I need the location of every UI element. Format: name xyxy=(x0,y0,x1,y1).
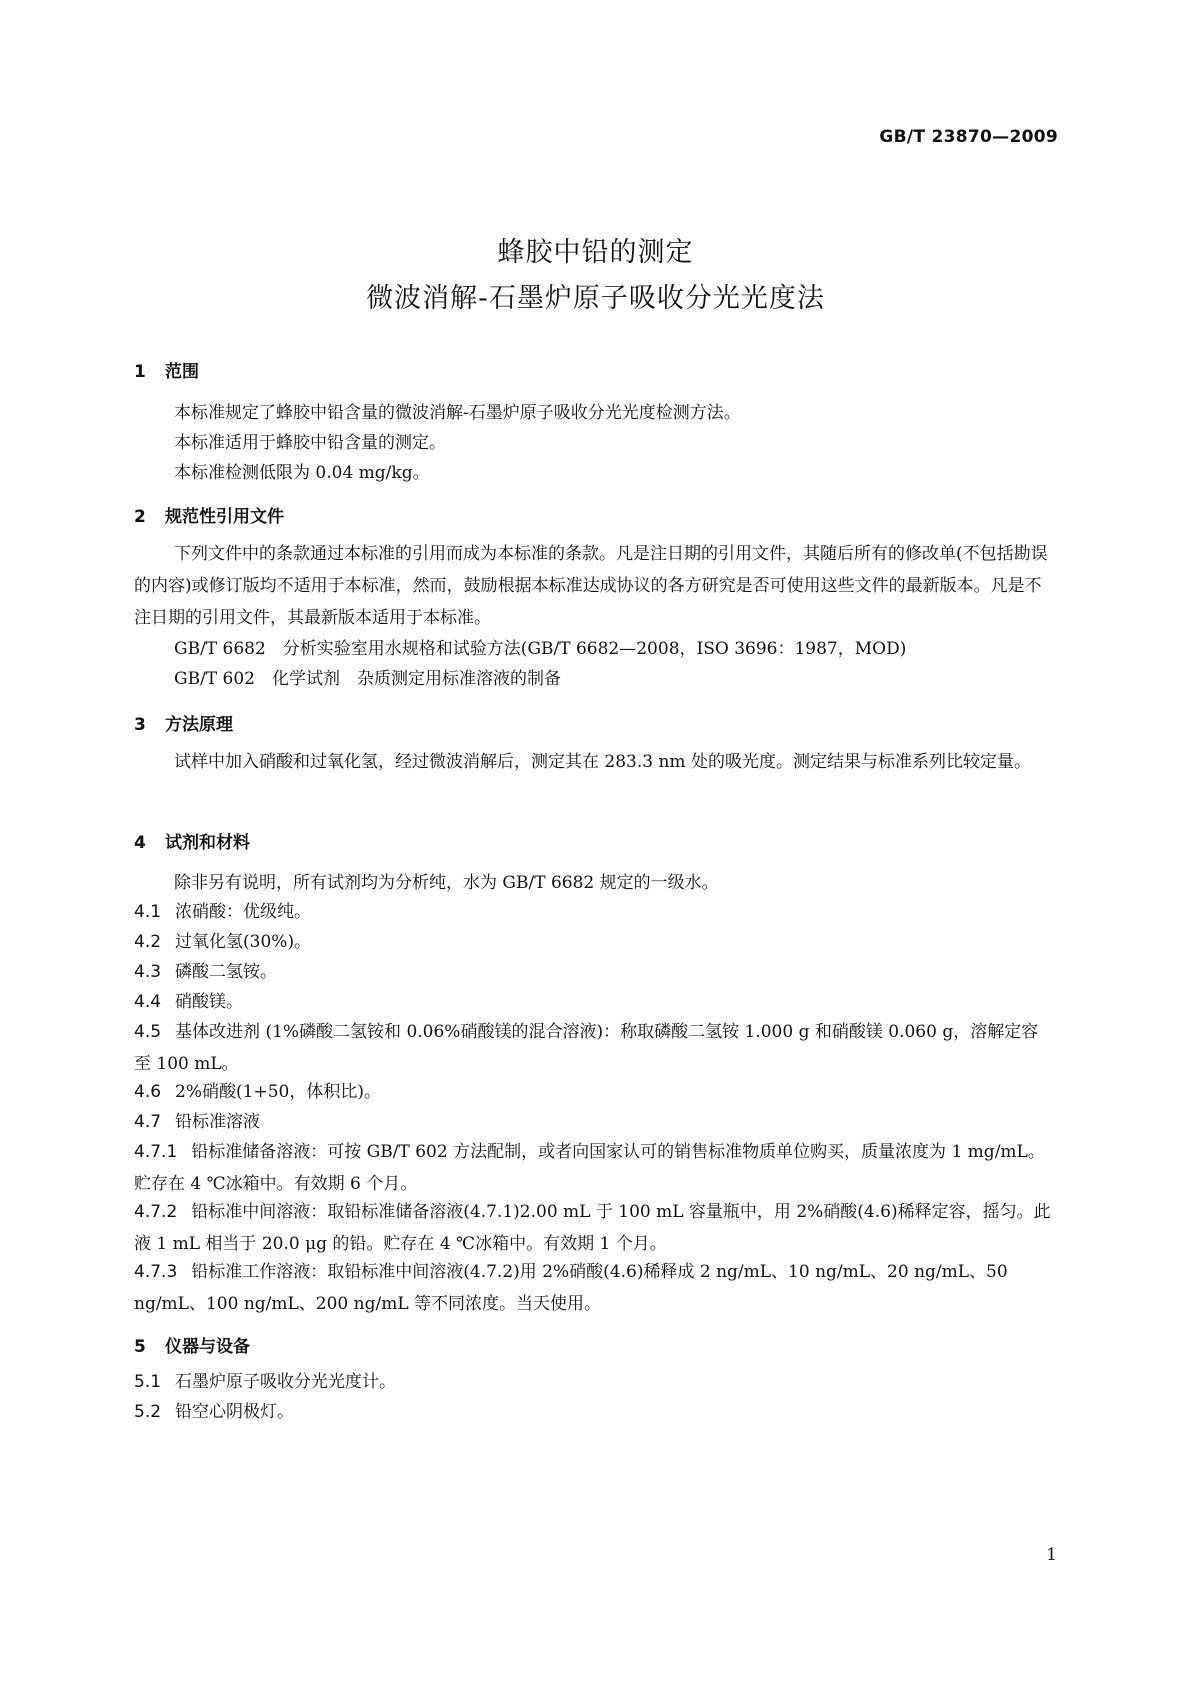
section-title: 范围 xyxy=(165,362,199,382)
clause-item xyxy=(134,1196,1052,1260)
clause-text: 基体改进剂 (1%磷酸二氢铵和 0.06%硝酸镁的混合溶液)：称取磷酸二氢铵 1.000 g 和硝酸镁 0.060 g，溶解定容至 100 mL。 xyxy=(134,1022,1039,1074)
paragraph: 下列文件中的条款通过本标准的引用而成为本标准的条款。凡是注日期的引用文件，其随后所有的修改单(不包括勘误的内容)或修订版均不适用于本标准，然而，鼓励根据本标准达成协议的各方研究是否可使用这些文件的最新版本。凡是不注日期的引用文件，其最新版本适用于本标准。 xyxy=(134,544,1048,628)
clause-number: 4.7 xyxy=(134,1112,162,1132)
clause-item xyxy=(134,1136,1052,1200)
reference-item: GB/T 602 化学试剂 杂质测定用标准溶液的制备 xyxy=(174,669,561,689)
clause-text: 硝酸镁。 xyxy=(175,992,244,1012)
clause-item xyxy=(134,896,1052,928)
clause-text: 铅标准工作溶液：取铅标准中间溶液(4.7.2)用 2%硝酸(4.6)稀释成 2 ng/mL、10 ng/mL、20 ng/mL、50 ng/mL、100 ng/mL、200 ng/mL 等不同浓度。当天使用。 xyxy=(134,1262,1008,1314)
clause-number: 4.7.3 xyxy=(134,1262,178,1282)
clause-number: 4.5 xyxy=(134,1022,162,1042)
section-heading-principle xyxy=(134,710,233,735)
clause-number: 4.7.1 xyxy=(134,1142,178,1162)
section-title: 试剂和材料 xyxy=(165,833,250,853)
clause-text: 石墨炉原子吸收分光光度计。 xyxy=(175,1372,397,1392)
section-heading-apparatus xyxy=(134,1332,250,1357)
paragraph: 本标准检测低限为 0.04 mg/kg。 xyxy=(174,463,430,483)
clause-text: 磷酸二氢铵。 xyxy=(175,962,278,982)
section-number: 3 xyxy=(134,715,146,735)
page-number: 1 xyxy=(1046,1545,1057,1565)
clause-item xyxy=(134,1256,1052,1320)
clause-number: 5.1 xyxy=(134,1372,162,1392)
standard-number: GB/T 23870—2009 xyxy=(879,127,1058,147)
section-heading-scope xyxy=(134,357,199,382)
clause-number: 4.7.2 xyxy=(134,1202,178,1222)
section-title: 规范性引用文件 xyxy=(165,507,284,527)
clause-number: 4.3 xyxy=(134,962,162,982)
document-subtitle: 微波消解-石墨炉原子吸收分光光度法 xyxy=(366,283,825,314)
clause-number: 4.1 xyxy=(134,902,162,922)
clause-item xyxy=(134,1016,1052,1080)
section-number: 5 xyxy=(134,1337,146,1357)
clause-text: 铅标准中间溶液：取铅标准储备溶液(4.7.1)2.00 mL 于 100 mL 容量瓶中，用 2%硝酸(4.6)稀释定容，摇匀。此液 1 mL 相当于 20.0 μg 的铅。贮存在 4 ℃冰箱中。有效期 1 个月。 xyxy=(134,1202,1051,1254)
clause-number: 5.2 xyxy=(134,1402,162,1422)
reference-item: GB/T 6682 分析实验室用水规格和试验方法(GB/T 6682—2008，ISO 3696：1987，MOD) xyxy=(174,639,907,659)
clause-text: 铅空心阴极灯。 xyxy=(175,1402,295,1422)
clause-item xyxy=(134,1366,1052,1398)
document-title: 蜂胶中铅的测定 xyxy=(497,237,694,268)
clause-text: 铅标准储备溶液：可按 GB/T 602 方法配制，或者向国家认可的销售标准物质单位购买，质量浓度为 1 mg/mL。贮存在 4 ℃冰箱中。有效期 6 个月。 xyxy=(134,1142,1045,1194)
clause-text: 铅标准溶液 xyxy=(175,1112,261,1132)
section-heading-normative-references xyxy=(134,502,284,527)
clause-number: 4.4 xyxy=(134,992,162,1012)
clause-number: 4.6 xyxy=(134,1082,162,1102)
paragraph: 本标准适用于蜂胶中铅含量的测定。 xyxy=(174,433,446,453)
clause-number: 4.2 xyxy=(134,932,162,952)
section-number: 4 xyxy=(134,833,146,853)
clause-item xyxy=(134,1076,1052,1108)
paragraph: 试样中加入硝酸和过氧化氢，经过微波消解后，测定其在 283.3 nm 处的吸光度。测定结果与标准系列比较定量。 xyxy=(174,752,1031,772)
paragraph: 本标准规定了蜂胶中铅含量的微波消解-石墨炉原子吸收分光光度检测方法。 xyxy=(174,403,741,423)
section-heading-reagents xyxy=(134,828,250,853)
clause-text: 浓硝酸：优级纯。 xyxy=(175,902,312,922)
section-number: 2 xyxy=(134,507,146,527)
section-title: 仪器与设备 xyxy=(165,1337,250,1357)
section-title: 方法原理 xyxy=(165,715,233,735)
clause-item xyxy=(134,986,1052,1018)
clause-text: 过氧化氢(30%)。 xyxy=(175,932,312,952)
clause-item xyxy=(134,1106,1052,1138)
clause-item xyxy=(134,1396,1052,1428)
clause-text: 2%硝酸(1+50，体积比)。 xyxy=(175,1082,381,1102)
section-number: 1 xyxy=(134,362,146,382)
clause-item xyxy=(134,956,1052,988)
paragraph: 除非另有说明，所有试剂均为分析纯，水为 GB/T 6682 规定的一级水。 xyxy=(174,873,719,893)
clause-item xyxy=(134,926,1052,958)
